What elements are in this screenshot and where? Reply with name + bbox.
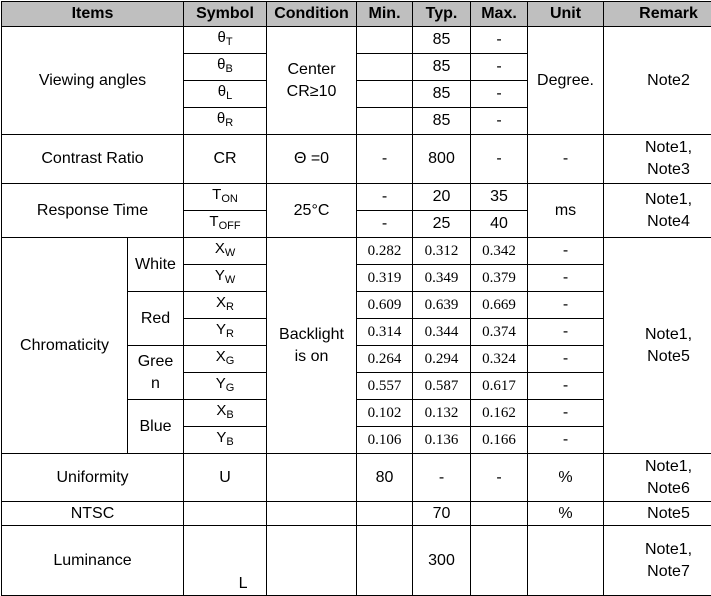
typ-cell: 0.349 xyxy=(413,265,471,292)
table-row xyxy=(2,135,711,184)
condition-viewing: Center CR≥10 xyxy=(267,27,357,135)
unit-cell: - xyxy=(528,346,604,373)
unit-response: ms xyxy=(528,184,604,238)
max-cell: 0.162 xyxy=(471,400,528,427)
table-row xyxy=(2,184,711,211)
symbol-cell xyxy=(184,502,267,526)
symbol-cell: $X_G$ xyxy=(184,346,267,373)
item-luminance: Luminance xyxy=(2,526,184,596)
max-cell: - xyxy=(471,108,528,135)
symbol-cell: $\theta_B$ xyxy=(184,54,267,81)
max-cell: 0.379 xyxy=(471,265,528,292)
max-cell: 0.374 xyxy=(471,319,528,346)
typ-cell: 0.132 xyxy=(413,400,471,427)
unit-viewing: Degree. xyxy=(528,27,604,135)
table-row xyxy=(2,526,711,596)
color-red: Red xyxy=(128,292,184,346)
typ-cell: 70 xyxy=(413,502,471,526)
item-contrast-ratio: Contrast Ratio xyxy=(2,135,184,184)
min-cell xyxy=(357,81,413,108)
max-cell: - xyxy=(471,135,528,184)
symbol-cell: CR xyxy=(184,135,267,184)
max-cell: 0.617 xyxy=(471,373,528,400)
min-cell: - xyxy=(357,135,413,184)
unit-cell: - xyxy=(528,319,604,346)
typ-cell: 0.639 xyxy=(413,292,471,319)
min-cell: 0.314 xyxy=(357,319,413,346)
max-cell: - xyxy=(471,454,528,502)
min-cell: 0.609 xyxy=(357,292,413,319)
item-response-time: Response Time xyxy=(2,184,184,238)
typ-cell: 25 xyxy=(413,211,471,238)
unit-cell xyxy=(528,526,604,596)
min-cell xyxy=(357,54,413,81)
header-row xyxy=(2,2,711,27)
item-viewing-angles: Viewing angles xyxy=(2,27,184,135)
max-cell: 0.342 xyxy=(471,238,528,265)
header-items: Items xyxy=(2,2,184,27)
remark-chromaticity: Note1, Note5 xyxy=(604,238,711,454)
max-cell: 0.669 xyxy=(471,292,528,319)
unit-cell: % xyxy=(528,502,604,526)
typ-cell: 0.136 xyxy=(413,427,471,454)
symbol-cell: $Y_W$ xyxy=(184,265,267,292)
table-row xyxy=(2,454,711,502)
item-uniformity: Uniformity xyxy=(2,454,184,502)
remark-contrast: Note1, Note3 xyxy=(604,135,711,184)
typ-cell: 0.587 xyxy=(413,373,471,400)
typ-cell: 0.294 xyxy=(413,346,471,373)
min-cell xyxy=(357,27,413,54)
max-cell: 40 xyxy=(471,211,528,238)
max-cell xyxy=(471,526,528,596)
header-remark: Remark xyxy=(604,2,711,27)
unit-cell: - xyxy=(528,238,604,265)
table-row xyxy=(2,238,711,265)
condition-chromaticity: Backlight is on xyxy=(267,238,357,454)
symbol-cell: $\theta_R$ xyxy=(184,108,267,135)
max-cell: - xyxy=(471,81,528,108)
min-cell: 0.106 xyxy=(357,427,413,454)
remark-uniformity: Note1, Note6 xyxy=(604,454,711,502)
unit-cell: - xyxy=(528,135,604,184)
symbol-cell: $T_{ON}$ xyxy=(184,184,267,211)
min-cell: 80 xyxy=(357,454,413,502)
header-condition: Condition xyxy=(267,2,357,27)
color-green: Gree n xyxy=(128,346,184,400)
typ-cell: 85 xyxy=(413,27,471,54)
symbol-cell: $\theta_L$ xyxy=(184,81,267,108)
typ-cell: - xyxy=(413,454,471,502)
max-cell: - xyxy=(471,54,528,81)
min-cell: 0.102 xyxy=(357,400,413,427)
symbol-cell: $X_W$ xyxy=(184,238,267,265)
color-white: White xyxy=(128,238,184,292)
typ-cell: 300 xyxy=(413,526,471,596)
unit-cell: - xyxy=(528,400,604,427)
max-cell: - xyxy=(471,27,528,54)
remark-ntsc: Note5 xyxy=(604,502,711,526)
max-cell: 0.166 xyxy=(471,427,528,454)
typ-cell: 85 xyxy=(413,81,471,108)
remark-viewing: Note2 xyxy=(604,27,711,135)
header-unit: Unit xyxy=(528,2,604,27)
typ-cell: 800 xyxy=(413,135,471,184)
typ-cell: 85 xyxy=(413,54,471,81)
min-cell xyxy=(357,502,413,526)
unit-cell: - xyxy=(528,373,604,400)
symbol-cell: $Y_B$ xyxy=(184,427,267,454)
typ-cell: 0.312 xyxy=(413,238,471,265)
min-cell: 0.282 xyxy=(357,238,413,265)
symbol-cell: $T_{OFF}$ xyxy=(184,211,267,238)
symbol-cell: $X_B$ xyxy=(184,400,267,427)
symbol-cell: $Y_R$ xyxy=(184,319,267,346)
min-cell: 0.557 xyxy=(357,373,413,400)
unit-cell: - xyxy=(528,265,604,292)
color-blue: Blue xyxy=(128,400,184,454)
header-min: Min. xyxy=(357,2,413,27)
min-cell: - xyxy=(357,184,413,211)
min-cell: - xyxy=(357,211,413,238)
unit-cell: - xyxy=(528,292,604,319)
header-max: Max. xyxy=(471,2,528,27)
remark-response: Note1, Note4 xyxy=(604,184,711,238)
symbol-cell: $Y_G$ xyxy=(184,373,267,400)
unit-cell: % xyxy=(528,454,604,502)
header-typ: Typ. xyxy=(413,2,471,27)
condition-contrast: Θ =0 xyxy=(267,135,357,184)
symbol-cell: $\theta_T$ xyxy=(184,27,267,54)
table-row xyxy=(2,502,711,526)
typ-cell: 0.344 xyxy=(413,319,471,346)
typ-cell: 85 xyxy=(413,108,471,135)
unit-cell: - xyxy=(528,427,604,454)
max-cell: 0.324 xyxy=(471,346,528,373)
min-cell xyxy=(357,526,413,596)
condition-luminance xyxy=(267,526,357,596)
item-ntsc: NTSC xyxy=(2,502,184,526)
typ-cell: 20 xyxy=(413,184,471,211)
condition-ntsc xyxy=(267,502,357,526)
symbol-cell: U xyxy=(184,454,267,502)
symbol-cell: $X_R$ xyxy=(184,292,267,319)
remark-luminance: Note1, Note7 xyxy=(604,526,711,596)
table-row xyxy=(2,27,711,54)
max-cell: 35 xyxy=(471,184,528,211)
optical-spec-table xyxy=(1,1,711,596)
condition-uniformity xyxy=(267,454,357,502)
max-cell xyxy=(471,502,528,526)
symbol-cell: L xyxy=(184,526,267,596)
min-cell xyxy=(357,108,413,135)
min-cell: 0.319 xyxy=(357,265,413,292)
min-cell: 0.264 xyxy=(357,346,413,373)
condition-response: 25°C xyxy=(267,184,357,238)
item-chromaticity: Chromaticity xyxy=(2,238,128,454)
header-symbol: Symbol xyxy=(184,2,267,27)
